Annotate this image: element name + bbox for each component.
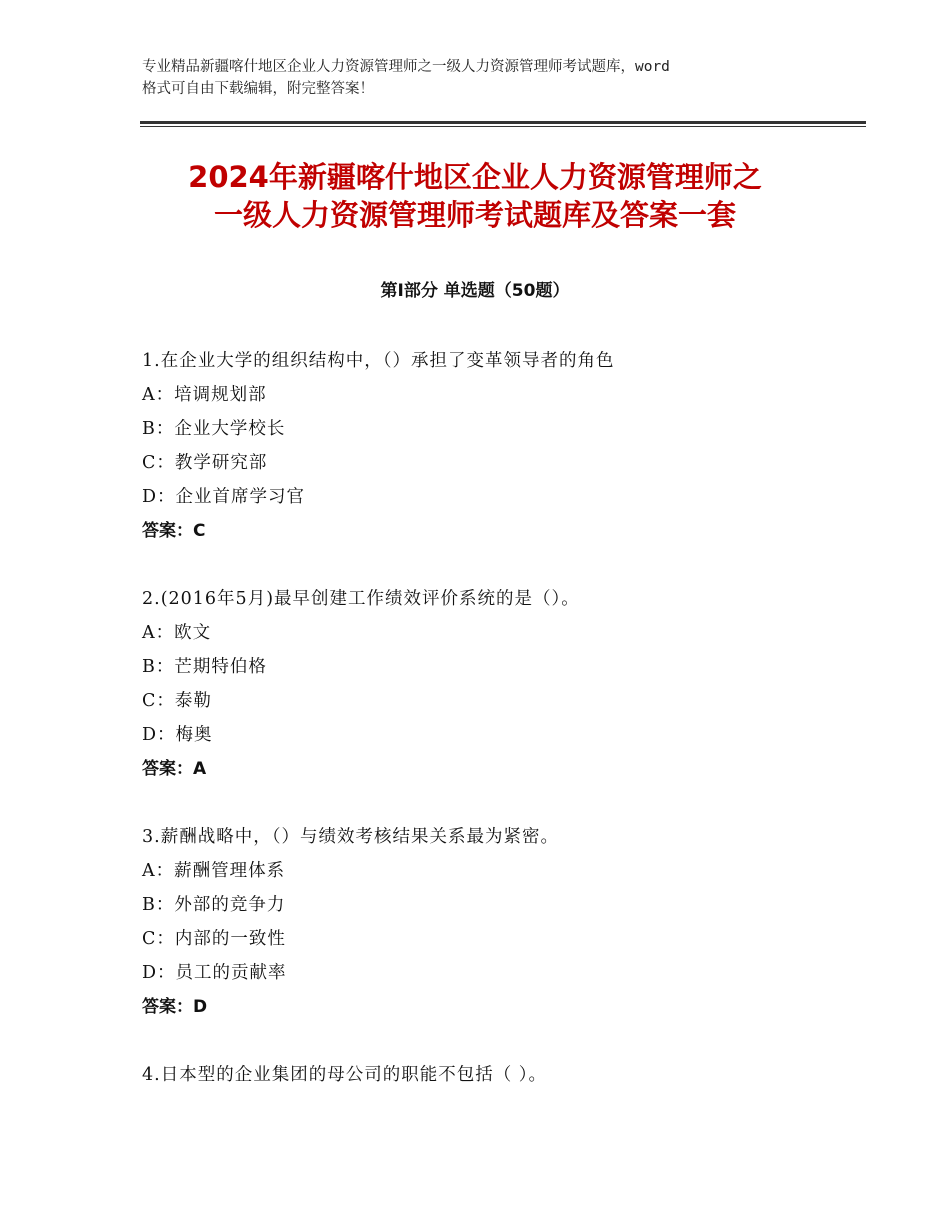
- option-c: C：泰勒: [142, 691, 212, 711]
- option-c: C：内部的一致性: [142, 929, 286, 949]
- question-3: [142, 820, 842, 1024]
- answer: 答案：C: [142, 521, 206, 541]
- header-divider-thick: [140, 121, 866, 124]
- document-title: [100, 158, 850, 234]
- question-2: [142, 582, 842, 786]
- option-a: A：薪酬管理体系: [142, 861, 286, 881]
- option-c: C：教学研究部: [142, 453, 268, 473]
- question-stem: 1.在企业大学的组织结构中，（）承担了变革领导者的角色: [142, 351, 615, 371]
- header-note: [142, 56, 822, 100]
- question-stem: 4.日本型的企业集团的母公司的职能不包括（ ）。: [142, 1065, 548, 1085]
- option-a: A：培调规划部: [142, 385, 267, 405]
- option-d: D：梅奥: [142, 725, 213, 745]
- option-a: A：欧文: [142, 623, 212, 643]
- question-1: [142, 344, 842, 548]
- option-b: B：企业大学校长: [142, 419, 286, 439]
- document-title-line-2: 一级人力资源管理师考试题库及答案一套: [213, 198, 736, 232]
- answer: 答案：D: [142, 997, 208, 1017]
- question-4: [142, 1058, 842, 1092]
- option-d: D：企业首席学习官: [142, 487, 306, 507]
- question-stem: 3.薪酬战略中，（）与绩效考核结果关系最为紧密。: [142, 827, 559, 847]
- section-title: 第Ⅰ部分 单选题（50题）: [380, 281, 570, 301]
- document-title-line-1: 2024年新疆喀什地区企业人力资源管理师之: [188, 160, 762, 194]
- option-d: D：员工的贡献率: [142, 963, 287, 983]
- question-stem: 2.(2016年5月)最早创建工作绩效评价系统的是（）。: [142, 589, 580, 609]
- answer: 答案：A: [142, 759, 207, 779]
- header-note-line-2: 格式可自由下载编辑，附完整答案！: [142, 81, 374, 97]
- option-b: B：芒期特伯格: [142, 657, 267, 677]
- question-list: [142, 344, 842, 1126]
- option-b: B：外部的竞争力: [142, 895, 286, 915]
- header-divider-thin: [140, 126, 866, 127]
- header-note-line-1: 专业精品新疆喀什地区企业人力资源管理师之一级人力资源管理师考试题库，word: [142, 59, 670, 75]
